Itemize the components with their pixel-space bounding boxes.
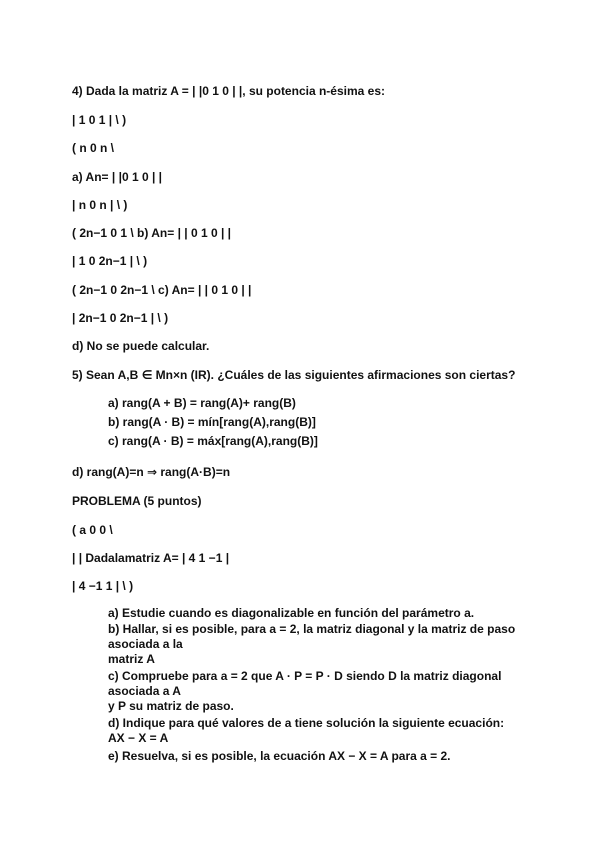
problem-part-a — [108, 606, 548, 621]
question-5-statement: 5) Sean A,B ∈ Mn×n (IR). ¿Cuáles de las siguientes afirmaciones son ciertas? — [72, 368, 516, 382]
option-d: d) No se puede calcular. — [72, 339, 210, 353]
part-c-text: asociada a A — [108, 684, 181, 698]
matrix-row-line: | 2n−1 0 2n−1 | \ ) — [72, 311, 169, 325]
option-b: ( 2n−1 0 1 \ b) An= | | 0 1 0 | | — [72, 226, 232, 240]
part-b-text: asociada a la — [108, 637, 183, 651]
statement-b: b) rang(A · B) = mín[rang(A),rang(B)] — [108, 415, 316, 429]
part-a-text: a) Estudie cuando es diagonalizable en función del parámetro a. — [108, 606, 475, 620]
part-d-text: AX − X = A — [108, 731, 169, 745]
statement-c: c) rang(A · B) = máx[rang(A),rang(B)] — [108, 434, 318, 448]
matrix-row-line: | 1 0 1 | \ ) — [72, 113, 127, 127]
statement-d: d) rang(A)=n ⇒ rang(A·B)=n — [72, 465, 231, 479]
problem-part-e — [108, 749, 548, 764]
option-a: a) An= | |0 1 0 | | — [72, 170, 163, 184]
part-b-text: b) Hallar, si es posible, para a = 2, la matriz diagonal y la matriz de paso — [108, 622, 516, 636]
part-e-text: e) Resuelva, si es posible, la ecuación AX − X = A para a = 2. — [108, 749, 451, 763]
problem-part-b — [108, 622, 548, 667]
part-c-text: c) Compruebe para a = 2 que A · P = P · D siendo D la matriz diagonal — [108, 669, 502, 683]
matrix-row-line: | 1 0 2n−1 | \ ) — [72, 254, 148, 268]
option-c: ( 2n−1 0 2n−1 \ c) An= | | 0 1 0 | | — [72, 283, 252, 297]
question-4-statement: 4) Dada la matriz A = | |0 1 0 | |, su potencia n-ésima es: — [72, 84, 385, 98]
matrix-row-line: | 4 −1 1 | \ ) — [72, 579, 134, 593]
part-c-text: y P su matriz de paso. — [108, 699, 234, 713]
matrix-row-line: | n 0 n | \ ) — [72, 198, 128, 212]
part-d-text: d) Indique para qué valores de a tiene solución la siguiente ecuación: — [108, 716, 505, 730]
statement-a: a) rang(A + B) = rang(A)+ rang(B) — [108, 396, 296, 410]
matrix-row-line: | | Dadalamatriz A= | 4 1 −1 | — [72, 551, 230, 565]
matrix-row-line: ( a 0 0 \ — [72, 523, 113, 537]
problem-part-c — [108, 669, 548, 714]
matrix-row-line: ( n 0 n \ — [72, 141, 114, 155]
part-b-text: matriz A — [108, 652, 155, 666]
problem-part-d — [108, 716, 548, 746]
problem-heading: PROBLEMA (5 puntos) — [72, 494, 202, 508]
